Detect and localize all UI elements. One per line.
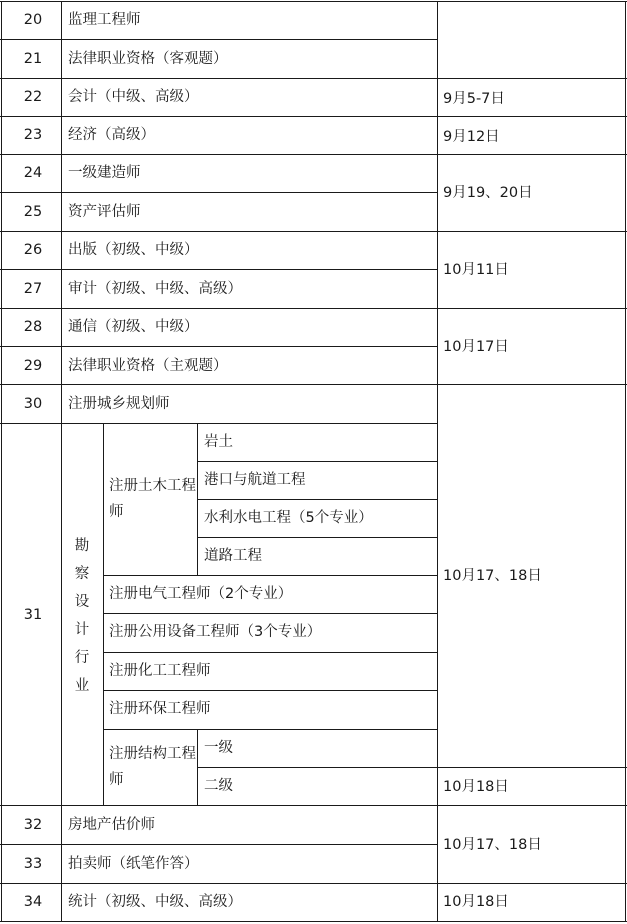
exam-name: 注册电气工程师（2个专业） xyxy=(109,586,293,602)
table-rule xyxy=(197,537,437,538)
structural-engineer-label: 注册结构工程师 xyxy=(109,746,196,788)
table-rule xyxy=(0,384,627,385)
row-number: 32 xyxy=(23,817,43,833)
exam-name: 统计（初级、中级、高级） xyxy=(68,894,242,910)
exam-name: 一级建造师 xyxy=(68,165,141,181)
exam-name: 监理工程师 xyxy=(68,12,141,28)
table-rule xyxy=(197,461,437,462)
exam-name: 会计（中级、高级） xyxy=(68,89,199,105)
level: 一级 xyxy=(204,740,233,756)
exam-name: 出版（初级、中级） xyxy=(68,242,199,258)
exam-date: 10月17、18日 xyxy=(443,837,542,853)
table-rule xyxy=(197,499,437,500)
row-number: 20 xyxy=(23,12,43,28)
table-rule xyxy=(0,1,627,2)
row-number: 27 xyxy=(23,281,43,297)
category-label: 勘 察 设 计 行 业 xyxy=(74,538,90,694)
table-rule xyxy=(0,346,437,347)
level: 二级 xyxy=(204,778,233,794)
exam-date: 10月18日 xyxy=(443,779,509,795)
row-number: 21 xyxy=(23,51,43,67)
table-rule xyxy=(0,308,627,309)
specialty: 岩土 xyxy=(204,434,233,450)
row-number: 33 xyxy=(23,856,43,872)
table-rule xyxy=(1,1,2,922)
exam-date: 10月17日 xyxy=(443,339,509,355)
table-rule xyxy=(0,78,627,79)
table-rule xyxy=(103,690,437,691)
row-number: 30 xyxy=(23,396,43,412)
table-rule xyxy=(103,613,437,614)
exam-date: 9月5-7日 xyxy=(443,91,505,107)
exam-name: 注册环保工程师 xyxy=(109,701,211,717)
row-number: 29 xyxy=(23,358,43,374)
table-rule xyxy=(0,116,627,117)
exam-name: 注册城乡规划师 xyxy=(68,396,170,412)
table-rule xyxy=(0,844,437,845)
exam-name: 房地产估价师 xyxy=(68,817,155,833)
exam-name: 注册化工工程师 xyxy=(109,663,211,679)
exam-name: 审计（初级、中级、高级） xyxy=(68,281,242,297)
table-rule xyxy=(0,921,627,922)
row-number: 31 xyxy=(23,607,43,623)
exam-name: 拍卖师（纸笔作答） xyxy=(68,856,199,872)
table-rule xyxy=(0,883,627,884)
table-rule xyxy=(0,269,437,270)
exam-date: 10月18日 xyxy=(443,894,509,910)
row-number: 28 xyxy=(23,319,43,335)
exam-date: 10月11日 xyxy=(443,262,509,278)
table-rule xyxy=(103,575,437,576)
row-number: 24 xyxy=(23,165,43,181)
specialty: 道路工程 xyxy=(204,548,262,564)
exam-name: 资产评估师 xyxy=(68,204,141,220)
table-rule xyxy=(103,423,104,806)
table-rule xyxy=(0,39,437,40)
specialty: 水利水电工程（5个专业） xyxy=(204,510,373,526)
row-number: 25 xyxy=(23,204,43,220)
table-rule xyxy=(103,652,437,653)
table-rule xyxy=(0,231,627,232)
exam-date: 9月19、20日 xyxy=(443,185,533,201)
exam-name: 注册公用设备工程师（3个专业） xyxy=(109,624,322,640)
table-rule xyxy=(103,729,437,730)
row-number: 23 xyxy=(23,127,43,143)
table-rule xyxy=(0,805,627,806)
exam-date: 10月17、18日 xyxy=(443,568,542,584)
exam-name: 法律职业资格（主观题） xyxy=(68,358,228,374)
exam-name: 通信（初级、中级） xyxy=(68,319,199,335)
table-rule xyxy=(197,767,627,768)
row-number: 34 xyxy=(23,894,43,910)
table-rule xyxy=(0,423,437,424)
exam-name: 法律职业资格（客观题） xyxy=(68,51,228,67)
table-rule xyxy=(0,154,627,155)
exam-name: 经济（高级） xyxy=(68,127,155,143)
table-rule xyxy=(437,1,438,922)
table-rule xyxy=(625,1,626,922)
row-number: 22 xyxy=(23,89,43,105)
specialty: 港口与航道工程 xyxy=(204,472,306,488)
table-rule xyxy=(0,192,437,193)
row-number: 26 xyxy=(23,242,43,258)
exam-date: 9月12日 xyxy=(443,129,500,145)
civil-engineer-label: 注册土木工程师 xyxy=(109,478,196,520)
